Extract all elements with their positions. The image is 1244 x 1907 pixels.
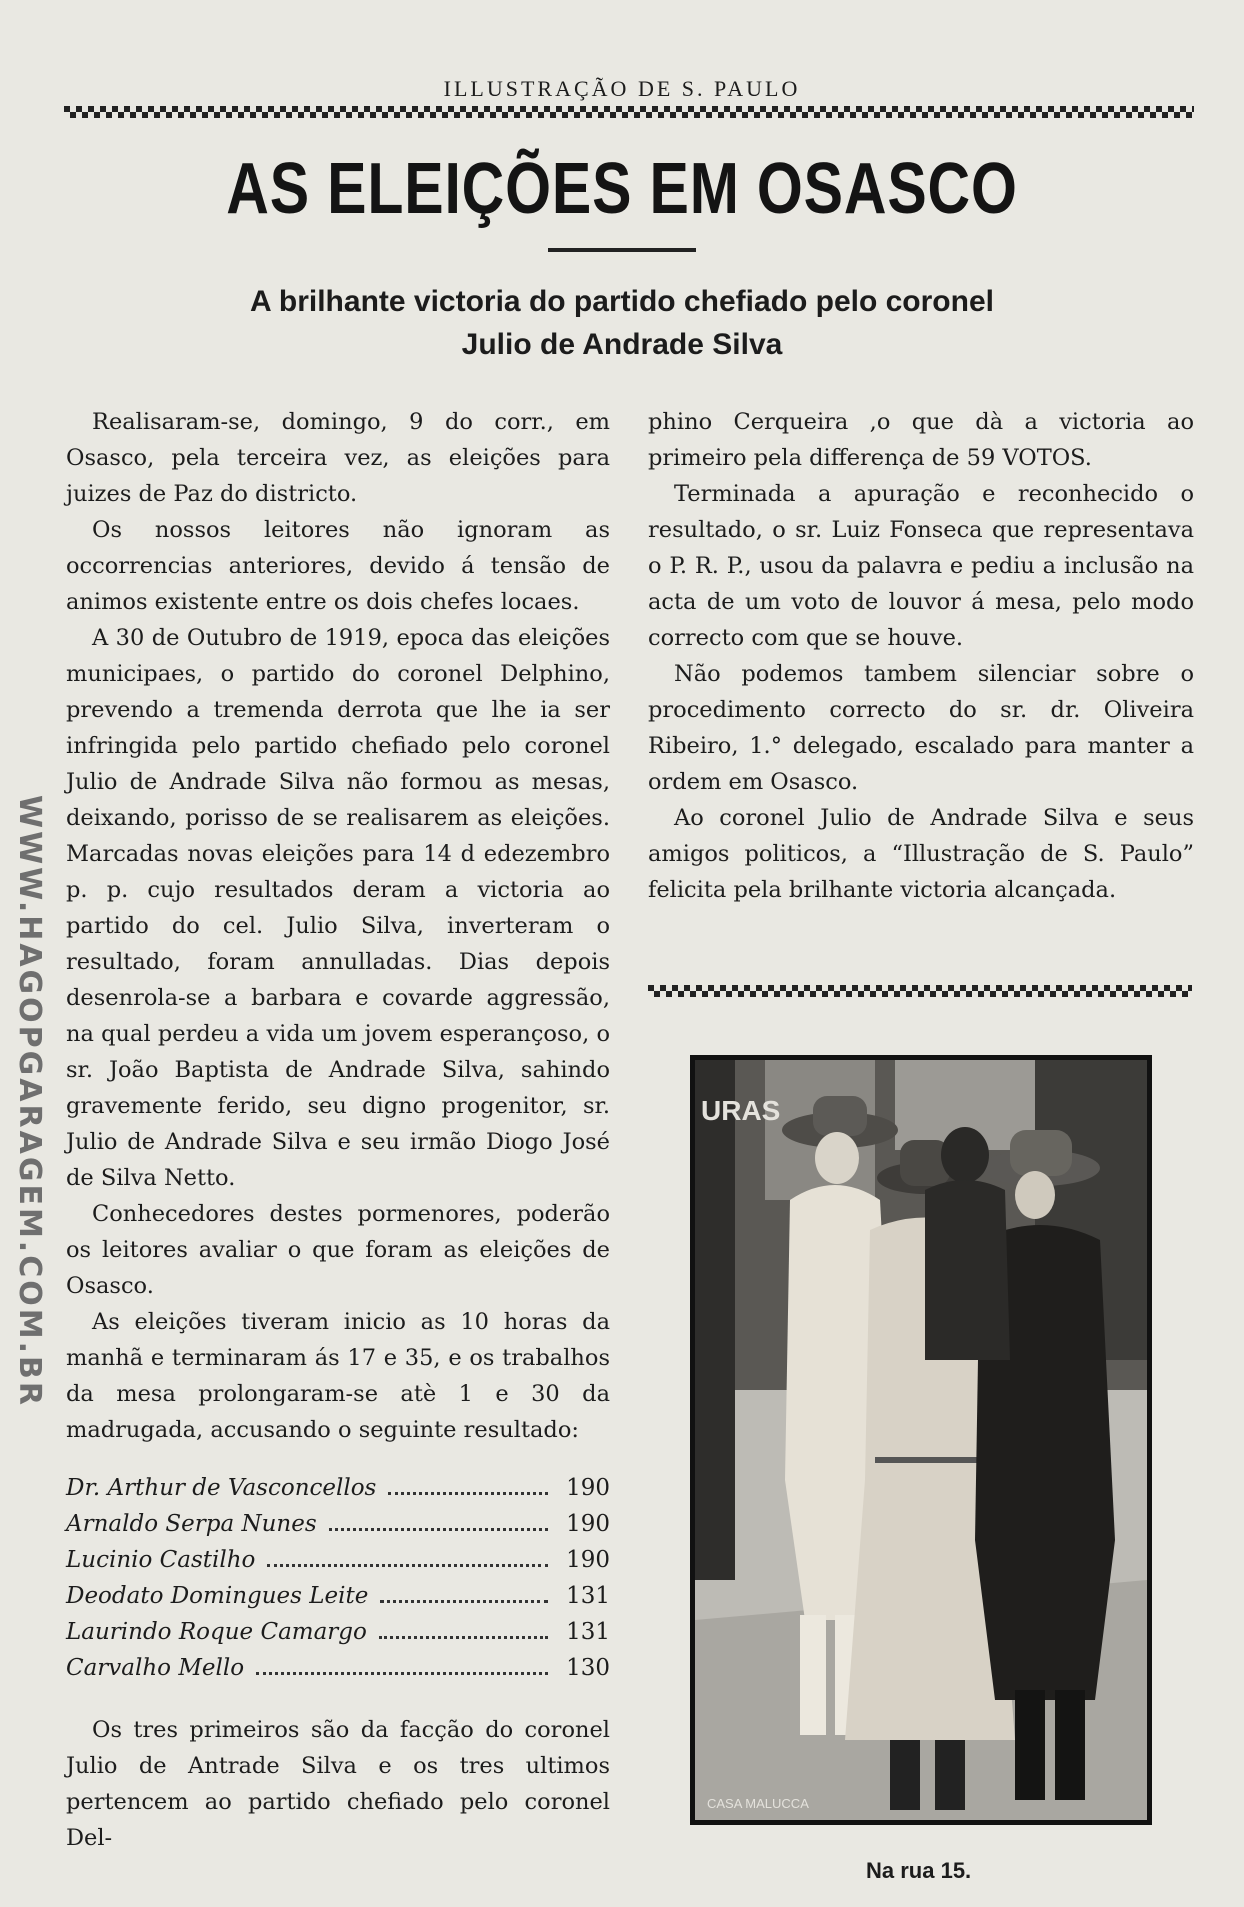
result-row (66, 1578, 610, 1614)
photo-credit: CASA MALUCCA (707, 1796, 809, 1811)
paragraph-continued: phino Cerqueira ,o que dà a victoria ao primeiro pela differença de 59 VOTOS. (648, 409, 1194, 471)
leader-dots (380, 1600, 548, 1603)
leader-dots (388, 1492, 548, 1495)
vote-count: 190 (566, 1547, 610, 1573)
result-row (66, 1470, 610, 1506)
vote-count: 190 (566, 1475, 610, 1501)
right-column (648, 404, 1194, 908)
paragraph: Terminada a apuração e reconhecido o resultado, o sr. Luiz Fonseca que representava o P. R. P., usou da palavra e pediu a inclusão na acta de um voto de louvor á mesa, pelo modo correcto com que se houve. (648, 481, 1194, 651)
shop-sign-text: URAS (701, 1095, 781, 1126)
paragraph: Ao coronel Julio de Andrade Silva e seus amigos politicos, a “Illustração de S. Paulo” felicita pela brilhante victoria alcançada. (648, 805, 1194, 903)
candidate-name: Dr. Arthur de Vasconcellos (66, 1475, 377, 1501)
photo-illustration (695, 1060, 1147, 1820)
result-row (66, 1542, 610, 1578)
paragraph: As eleições tiveram inicio as 10 horas da manhã e terminaram ás 17 e 35, e os trabalhos da mesa prolongaram-se atè 1 e 30 da madrugada, accusando o seguinte resultado: (66, 1309, 610, 1443)
candidate-name: Laurindo Roque Camargo (66, 1619, 367, 1645)
vote-count: 130 (566, 1655, 610, 1681)
subtitle-line-1: A brilhante victoria do partido chefiado pelo coronel (250, 285, 994, 318)
site-watermark: WWW.HAGOPGARAGEM.COM.BR (12, 795, 47, 1408)
result-row (66, 1650, 610, 1686)
subtitle-line-2: Julio de Andrade Silva (461, 328, 783, 361)
article-title: AS ELEIÇÕES EM OSASCO (226, 149, 1018, 229)
leader-dots (329, 1528, 548, 1531)
vote-count: 190 (566, 1511, 610, 1537)
paragraph-closing: Os tres primeiros são da facção do coronel Julio de Antrade Silva e os tres ultimos pertencem ao partido chefiado pelo coronel Del- (66, 1717, 610, 1851)
candidate-name: Arnaldo Serpa Nunes (66, 1511, 317, 1537)
title-underline (548, 248, 696, 252)
left-column (66, 404, 610, 1856)
street-photograph (690, 1055, 1152, 1825)
election-results (66, 1470, 610, 1686)
article-subtitle (0, 280, 1244, 366)
candidate-name: Lucinio Castilho (66, 1547, 256, 1573)
paragraph: Não podemos tambem silenciar sobre o procedimento correcto do sr. dr. Oliveira Ribeiro, 1.° delegado, escalado para manter a ordem em Osasco. (648, 661, 1194, 795)
vote-count: 131 (566, 1583, 610, 1609)
running-head: ILLUSTRAÇÃO DE S. PAULO (443, 76, 801, 101)
leader-dots (267, 1564, 548, 1567)
checkered-rule-top (64, 106, 1194, 118)
leader-dots (379, 1636, 548, 1639)
leader-dots (256, 1672, 548, 1675)
paragraph: Realisaram-se, domingo, 9 do corr., em Osasco, pela terceira vez, as eleições para juizes de Paz do districto. (66, 409, 610, 507)
vote-count: 131 (566, 1619, 610, 1645)
paragraph: Os nossos leitores não ignoram as occorrencias anteriores, devido á tensão de animos existente entre os dois chefes locaes. (66, 517, 610, 615)
result-row (66, 1506, 610, 1542)
paragraph: Conhecedores destes pormenores, poderão os leitores avaliar o que foram as eleições de Osasco. (66, 1201, 610, 1299)
paragraph: A 30 de Outubro de 1919, epoca das eleições municipaes, o partido do coronel Delphino, prevendo a tremenda derrota que lhe ia ser infringida pelo partido chefiado pelo coronel Julio de Andrade Silva não formou as mesas, deixando, porisso de se realisarem as eleições. Marcadas novas eleições para 14 d edezembro p. p. cujo resultados deram a victoria ao partido do cel. Julio Silva, inverteram o resultado, foram annulladas. Dias depois desenrola-se a barbara e covarde aggressão, na qual perdeu a vida um jovem esperançoso, o sr. João Baptista de Andrade Silva, sahindo gravemente ferido, seu digno progenitor, sr. Julio de Andrade Silva e seu irmão Diogo José de Silva Netto. (66, 625, 610, 1191)
candidate-name: Deodato Domingues Leite (66, 1583, 369, 1609)
photo-caption: Na rua 15. (866, 1858, 972, 1883)
checkered-rule-divider (648, 985, 1192, 997)
candidate-name: Carvalho Mello (66, 1655, 245, 1681)
result-row (66, 1614, 610, 1650)
